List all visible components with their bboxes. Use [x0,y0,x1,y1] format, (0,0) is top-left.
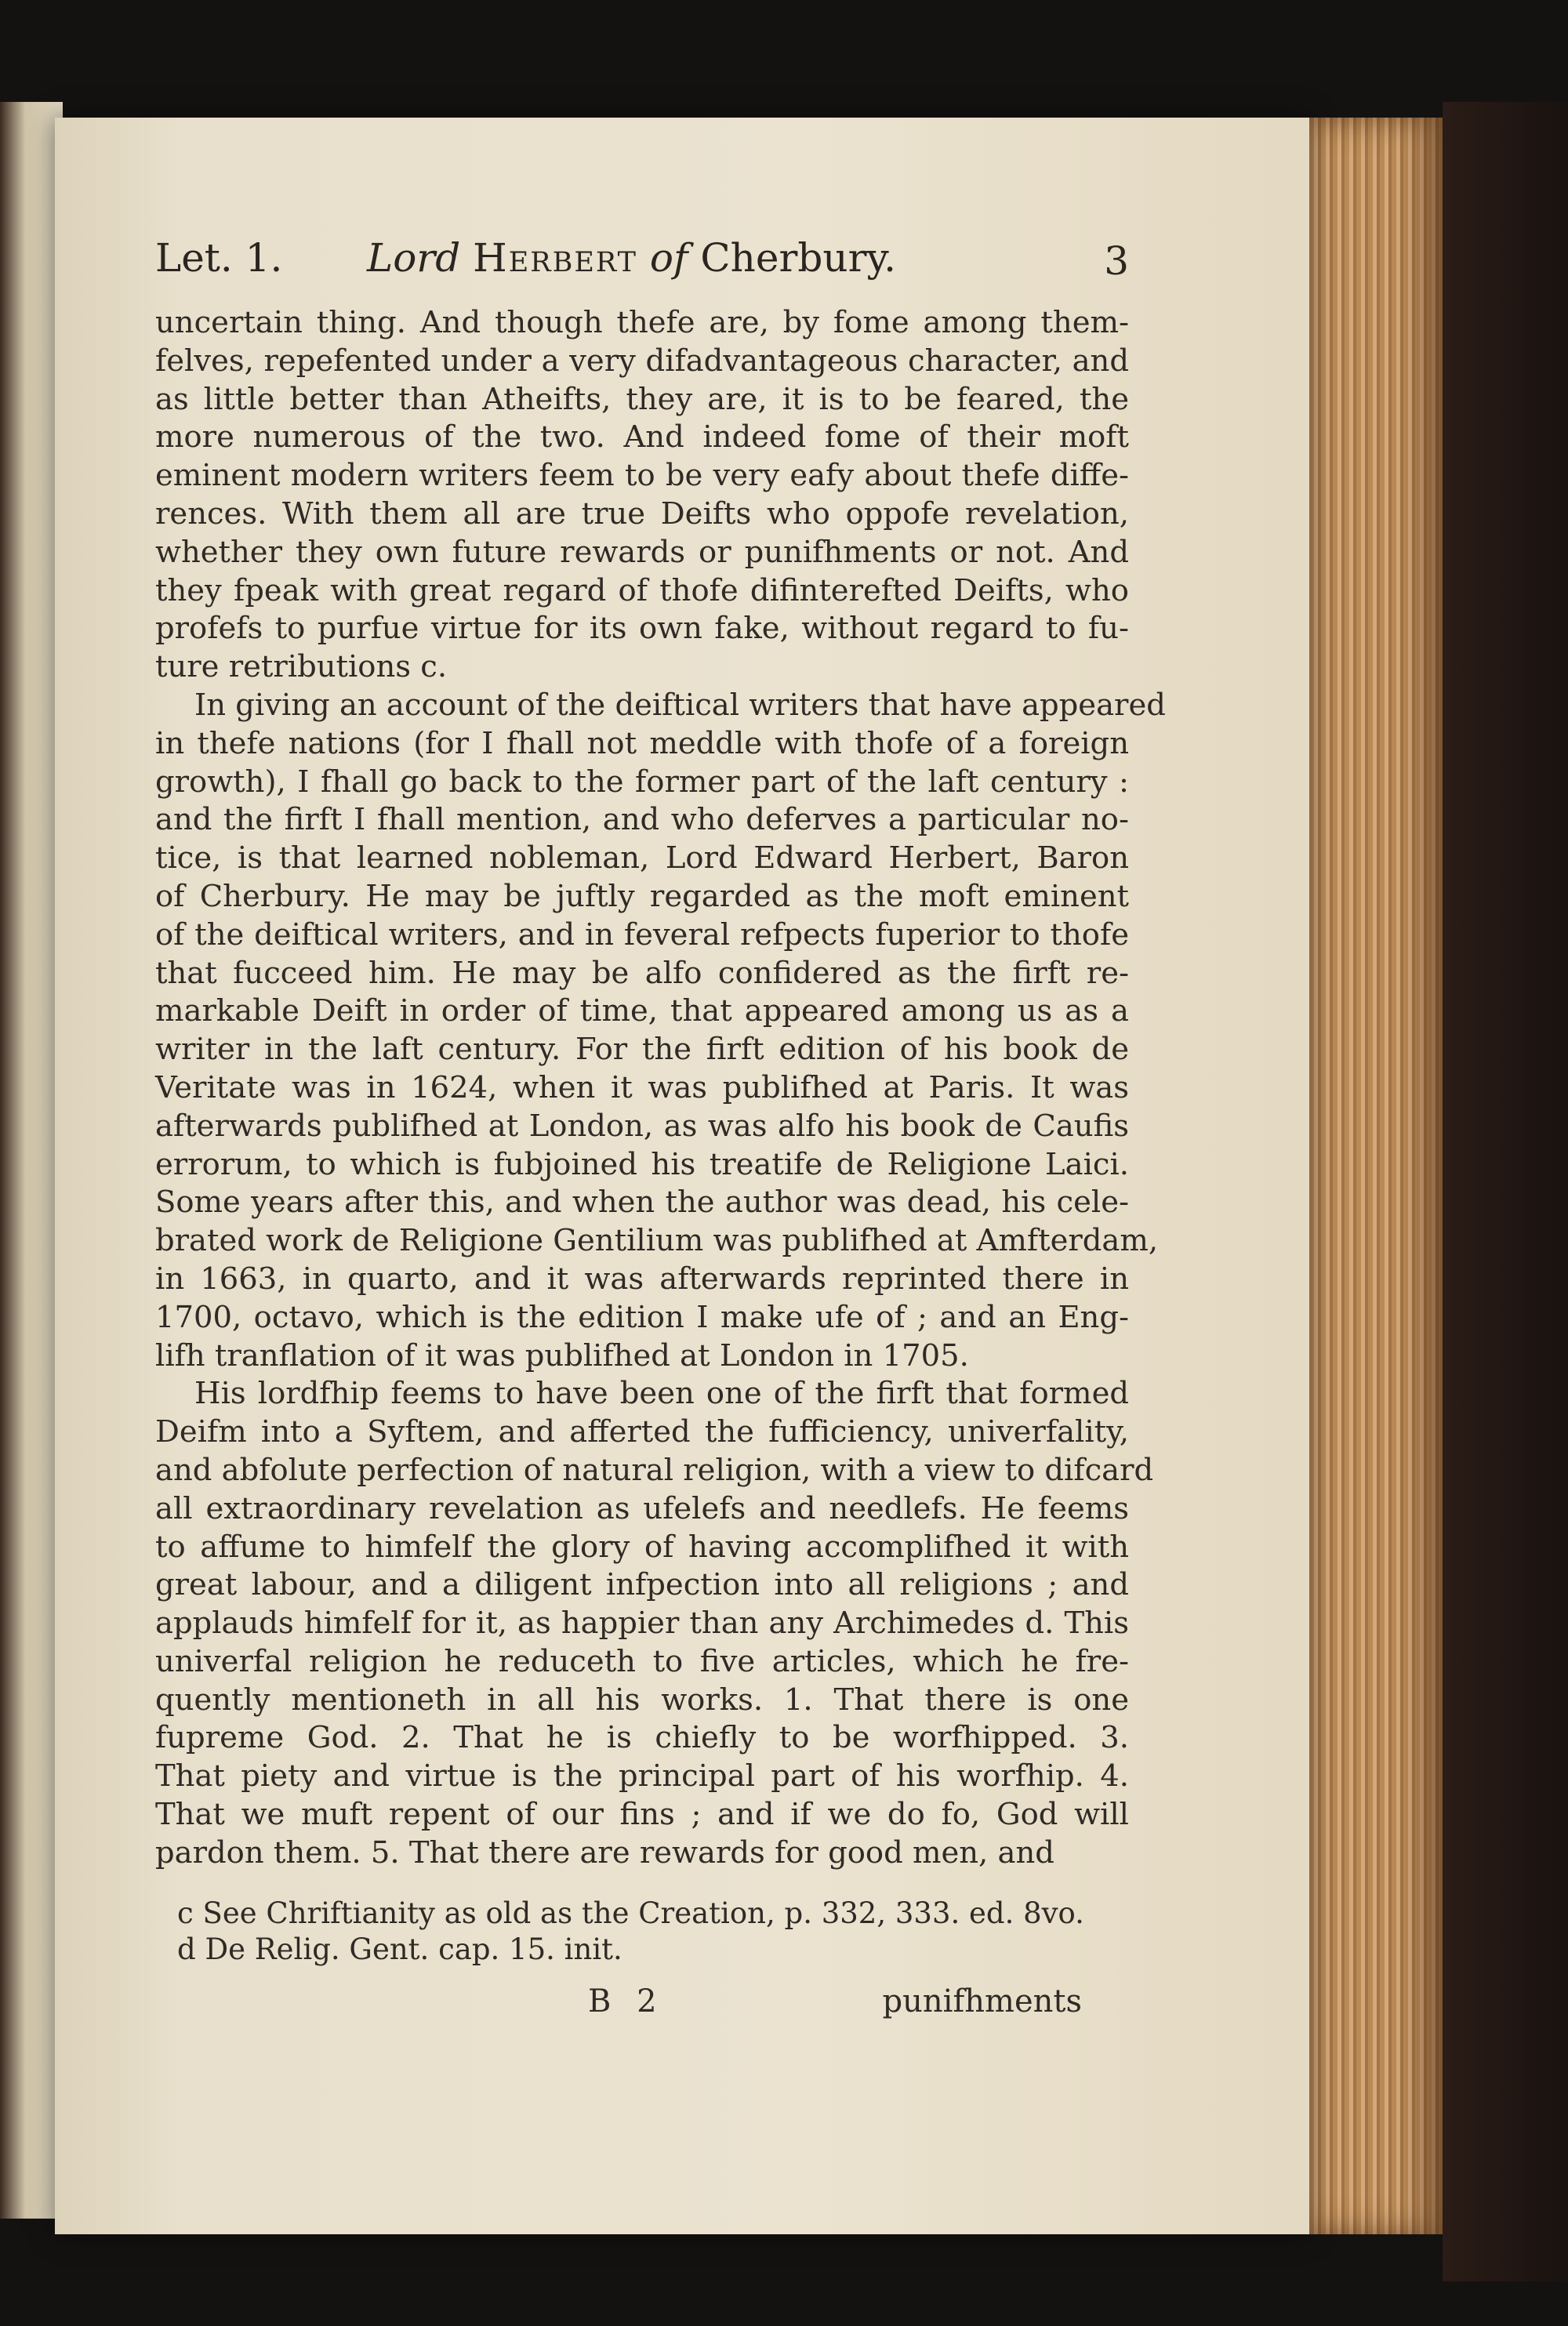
text-line: tice, is that learned nobleman, Lord Edward Herbert, Baron [155,840,1129,876]
text-line: errorum, to which is fubjoined his treatife de Religione Laici. [155,1146,1129,1182]
text-line: His lordfhip feems to have been one of the firft that formed [194,1376,1129,1412]
letter-number: Let. 1. [155,235,283,281]
text-line: Veritate was in 1624, when it was publifhed at Paris. It was [155,1069,1129,1105]
text-line: lifh tranflation of it was publifhed at London in 1705. [155,1337,969,1373]
running-header [155,235,1129,290]
text-line: In giving an account of the deiftical writers that have appeared [194,687,1166,723]
text-line: univerfal religion he reduceth to five articles, which he fre- [155,1643,1129,1679]
text-line: uncertain thing. And though thefe are, by fome among them- [155,305,1129,340]
text-line: that fucceed him. He may be alfo confidered as the firft re- [155,955,1129,991]
text-line: in thefe nations (for I fhall not meddle with thofe of a foreign [155,725,1129,761]
page-number: 3 [1104,238,1129,284]
text-line: ture retributions c. [155,649,448,685]
footnote: d De Relig. Gent. cap. 15. init. [177,1932,622,1966]
title-lord: Lord [367,235,461,281]
catchword: punifhments [882,1983,1082,2019]
text-line: rences. With them all are true Deifts who oppofe revelation, [155,495,1129,532]
body-text [155,304,1166,1873]
text-line: pardon them. 5. That there are rewards for good men, and [155,1834,1054,1871]
signature-mark: B 2 [588,1983,665,2019]
footnote: c See Chriftianity as old as the Creation, p. 332, 333. ed. 8vo. [177,1896,1084,1930]
text-line: Some years after this, and when the author was dead, his cele- [155,1185,1129,1221]
text-line: Deifm into a Syftem, and afferted the fufficiency, univerfality, [155,1414,1129,1450]
text-line: markable Deift in order of time, that appeared among us as a [155,993,1129,1029]
text-line: to affume to himfelf the glory of having accomplifhed it with [155,1529,1129,1565]
text-line: great labour, and a diligent infpection into all religions ; and [155,1567,1129,1603]
running-title [367,235,896,281]
text-line: and abfolute perfection of natural religion, with a view to difcard [155,1452,1154,1488]
footnotes [177,1896,1129,1968]
text-line: more numerous of the two. And indeed fome of their moft [155,419,1129,455]
page-fore-edge [1286,118,1450,2234]
text-line: applauds himfelf for it, as happier than any Archimedes d. This [155,1606,1129,1642]
text-line: writer in the laft century. For the firft edition of his book de [155,1032,1129,1068]
text-line: brated work de Religione Gentilium was publifhed at Amfterdam, [155,1223,1159,1259]
text-line: whether they own future rewards or punifhments or not. And [155,534,1129,570]
text-line: quently mentioneth in all his works. 1. That there is one [155,1682,1129,1718]
text-line: of Cherbury. He may be juftly regarded as the moft eminent [155,878,1129,914]
text-line: in 1663, in quarto, and it was afterwards reprinted there in [155,1261,1129,1297]
title-place: Cherbury. [700,235,896,281]
text-line: fupreme God. 2. That he is chiefly to be worfhipped. 3. [155,1720,1129,1756]
text-line: afterwards publifhed at London, as was alfo his book de Caufis [155,1108,1129,1144]
book-edge-left [0,102,63,2219]
book-cover [1443,102,1568,2281]
text-line: That piety and virtue is the principal part of his worfhip. 4. [155,1758,1129,1794]
text-line: felves, repefented under a very difadvantageous character, and [155,343,1129,379]
text-line: eminent modern writers feem to be very eafy about thefe diffe- [155,458,1129,494]
text-line: they fpeak with great regard of thofe difinterefted Deifts, who [155,572,1129,608]
text-line: growth), I fhall go back to the former part of the laft century : [155,764,1129,800]
text-line: as little better than Atheifts, they are, it is to be feared, the [155,381,1129,417]
text-line: 1700, octavo, which is the edition I make ufe of ; and an Eng- [155,1299,1129,1335]
text-line: profefs to purfue virtue for its own fake, without regard to fu- [155,611,1129,647]
title-herbert: Herbert [473,235,637,281]
text-line: and the firft I fhall mention, and who deferves a particular no- [155,802,1129,838]
text-line: all extraordinary revelation as ufelefs and needlefs. He feems [155,1490,1129,1526]
text-line: That we muft repent of our fins ; and if we do fo, God will [155,1797,1129,1833]
text-line: of the deiftical writers, and in feveral refpects fuperior to thofe [155,916,1129,953]
title-of: of [649,235,688,281]
